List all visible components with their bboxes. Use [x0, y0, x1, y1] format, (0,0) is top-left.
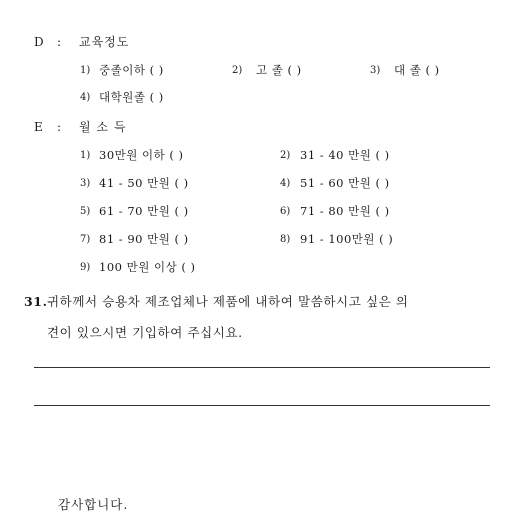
option-e4-label: 51 - 60 만원 ( ) [300, 176, 390, 190]
section-e-title: 월 소 득 [79, 120, 127, 134]
closing-thanks: 감사합니다. [58, 497, 129, 512]
option-e2-number: 2) [280, 150, 291, 161]
section-e-letter: E [34, 120, 43, 134]
option-d1-number: 1) [80, 65, 91, 76]
answer-line-1[interactable] [34, 367, 490, 368]
option-e9-number: 9) [80, 262, 91, 273]
option-d3-label: 대 졸 ( ) [394, 63, 440, 77]
option-d4-label: 대학원졸 ( ) [99, 90, 164, 104]
option-e5-number: 5) [80, 206, 91, 217]
section-e-colon: : [57, 120, 62, 134]
question-31-line2: 견이 있으시면 기입하여 주십시요. [47, 325, 243, 340]
option-e6-label: 71 - 80 만원 ( ) [300, 204, 390, 218]
option-e8-label: 91 - 100만원 ( ) [300, 232, 394, 246]
option-e3-number: 3) [80, 178, 91, 189]
answer-line-2[interactable] [34, 405, 490, 406]
option-e1-label: 30만원 이하 ( ) [99, 148, 184, 162]
option-d1-label: 중졸이하 ( ) [99, 63, 164, 77]
option-d3-number: 3) [370, 65, 381, 76]
option-e4-number: 4) [280, 178, 291, 189]
question-31-line1: 귀하께서 승용차 제조업체나 제품에 내하여 말씀하시고 싶은 의 [47, 294, 409, 309]
section-d-colon: : [57, 35, 62, 49]
option-e6-number: 6) [280, 206, 291, 217]
option-e5-label: 61 - 70 만원 ( ) [99, 204, 189, 218]
option-e7-number: 7) [80, 234, 91, 245]
option-e1-number: 1) [80, 150, 91, 161]
option-d2-number: 2) [232, 65, 243, 76]
option-e7-label: 81 - 90 만원 ( ) [99, 232, 189, 246]
section-d-letter: D [34, 35, 44, 49]
option-d4-number: 4) [80, 92, 91, 103]
question-31-number: 31. [24, 294, 48, 309]
option-e2-label: 31 - 40 만원 ( ) [300, 148, 390, 162]
option-d2-label: 고 졸 ( ) [256, 63, 302, 77]
option-e9-label: 100 만원 이상 ( ) [99, 260, 196, 274]
option-e8-number: 8) [280, 234, 291, 245]
option-e3-label: 41 - 50 만원 ( ) [99, 176, 189, 190]
section-d-title: 교육정도 [79, 35, 130, 49]
